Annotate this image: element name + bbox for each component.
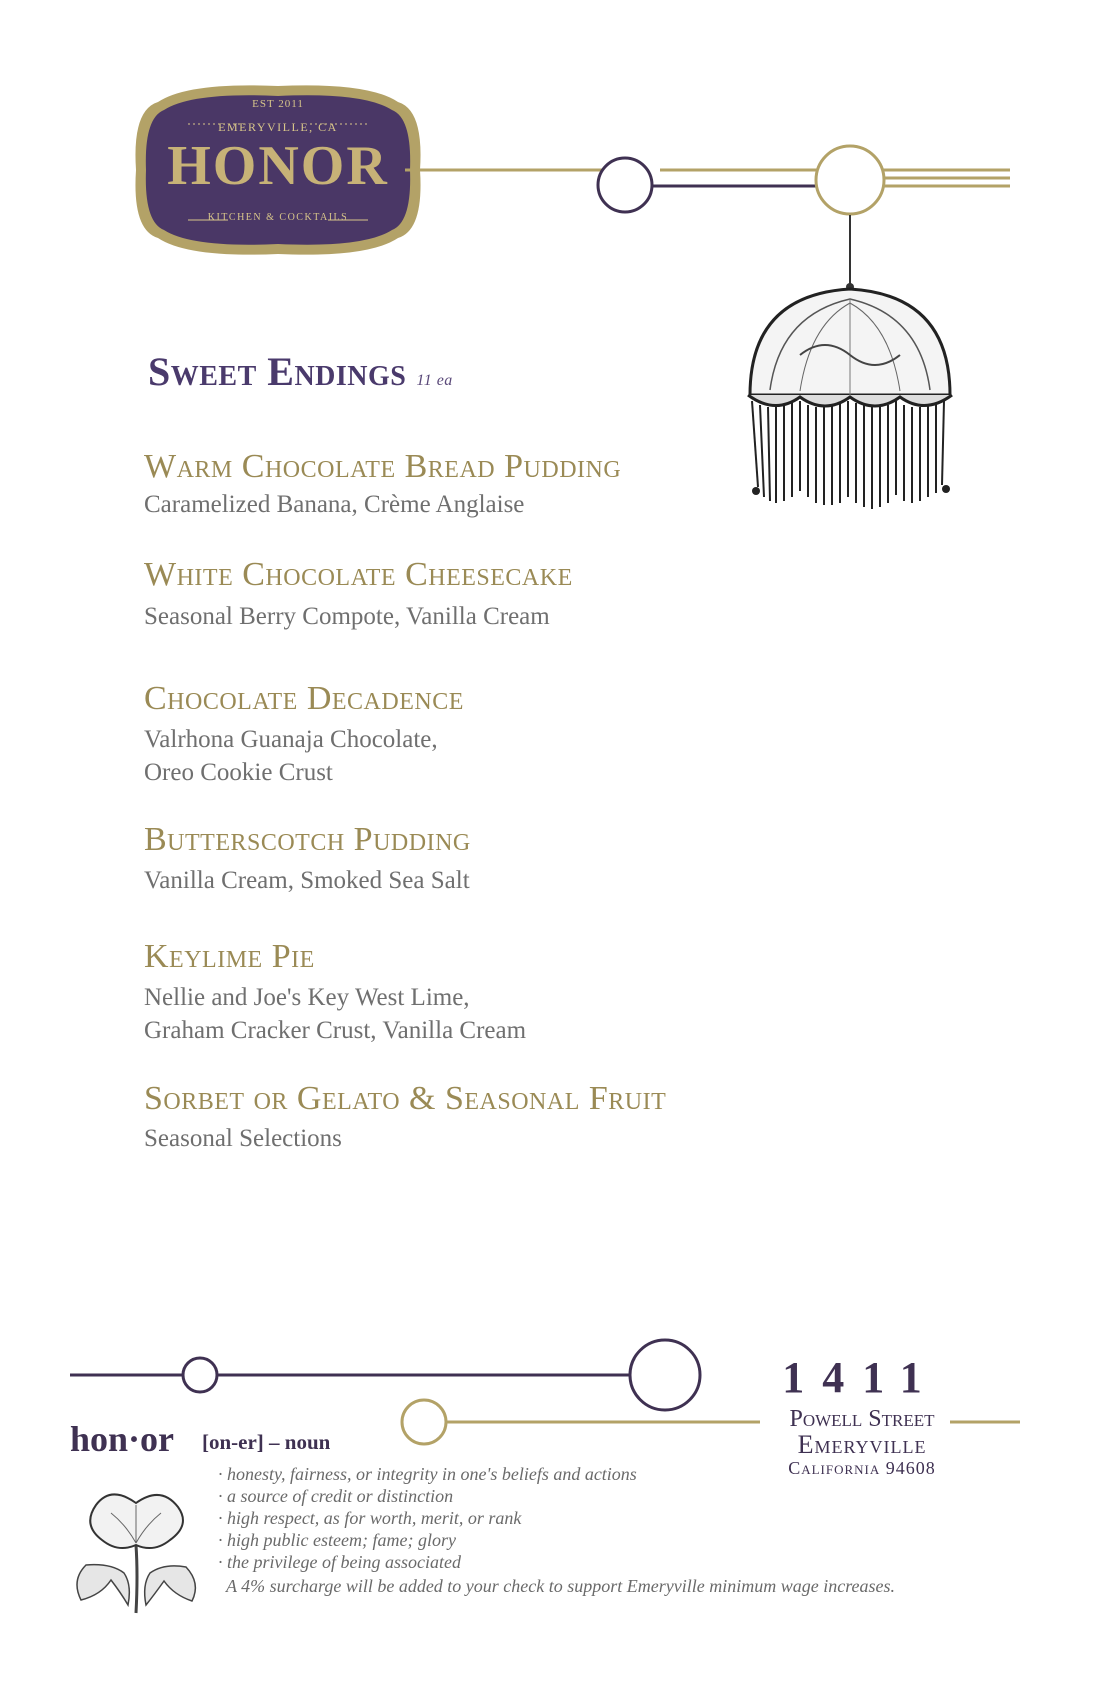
definition-list xyxy=(218,1463,637,1573)
address-state-zip: California 94608 xyxy=(788,1458,936,1478)
definition-word: hon·or xyxy=(70,1419,175,1459)
address-number: 1411 xyxy=(782,1353,940,1402)
menu-item-name: Sorbet or Gelato & Seasonal Fruit xyxy=(144,1080,667,1117)
logo-city: EMERYVILLE, CA xyxy=(218,120,338,134)
menu-item-description: Seasonal Selections xyxy=(144,1125,342,1152)
logo-subtitle: KITCHEN & COCKTAILS xyxy=(207,212,349,223)
section-price: 11 ea xyxy=(416,372,453,389)
address-street: Powell Street xyxy=(789,1406,935,1432)
definition-line: · the privilege of being associated xyxy=(218,1552,461,1572)
menu-item-name: Chocolate Decadence xyxy=(144,680,464,717)
menu-item-description: Oreo Cookie Crust xyxy=(144,759,333,786)
logo-established: EST 2011 xyxy=(252,98,304,110)
menu-item-description: Valrhona Guanaja Chocolate, xyxy=(144,726,438,753)
menu-item-description: Graham Cracker Crust, Vanilla Cream xyxy=(144,1017,527,1044)
definition-line: · high public esteem; fame; glory xyxy=(218,1530,456,1550)
logo-name: HONOR xyxy=(167,135,389,197)
menu-item-description: Seasonal Berry Compote, Vanilla Cream xyxy=(144,603,550,630)
lamp-shade-illustration xyxy=(730,215,970,525)
top-decorative-lines xyxy=(0,140,1100,220)
section-title-text: Sweet Endings xyxy=(148,349,407,394)
definition-line: · honesty, fairness, or integrity in one's beliefs and actions xyxy=(218,1464,637,1484)
menu-item-description: Caramelized Banana, Crème Anglaise xyxy=(144,491,525,518)
definition-line: · high respect, as for worth, merit, or rank xyxy=(218,1508,522,1528)
surcharge-notice: A 4% surcharge will be added to your check to support Emeryville minimum wage increases. xyxy=(226,1576,896,1596)
definition-pronunciation: [on-er] – noun xyxy=(202,1430,331,1454)
menu-item-description: Vanilla Cream, Smoked Sea Salt xyxy=(144,867,470,894)
menu-item-name: Keylime Pie xyxy=(144,938,315,975)
menu-item-description: Nellie and Joe's Key West Lime, xyxy=(144,984,470,1011)
section-title xyxy=(148,348,453,395)
poppy-flower-illustration xyxy=(66,1485,206,1615)
menu-item-name: Warm Chocolate Bread Pudding xyxy=(144,448,622,485)
menu-item-name: Butterscotch Pudding xyxy=(144,821,471,858)
address-city: Emeryville xyxy=(797,1430,927,1459)
menu-item-name: White Chocolate Cheesecake xyxy=(144,556,573,593)
definition-line: · a source of credit or distinction xyxy=(218,1486,454,1506)
